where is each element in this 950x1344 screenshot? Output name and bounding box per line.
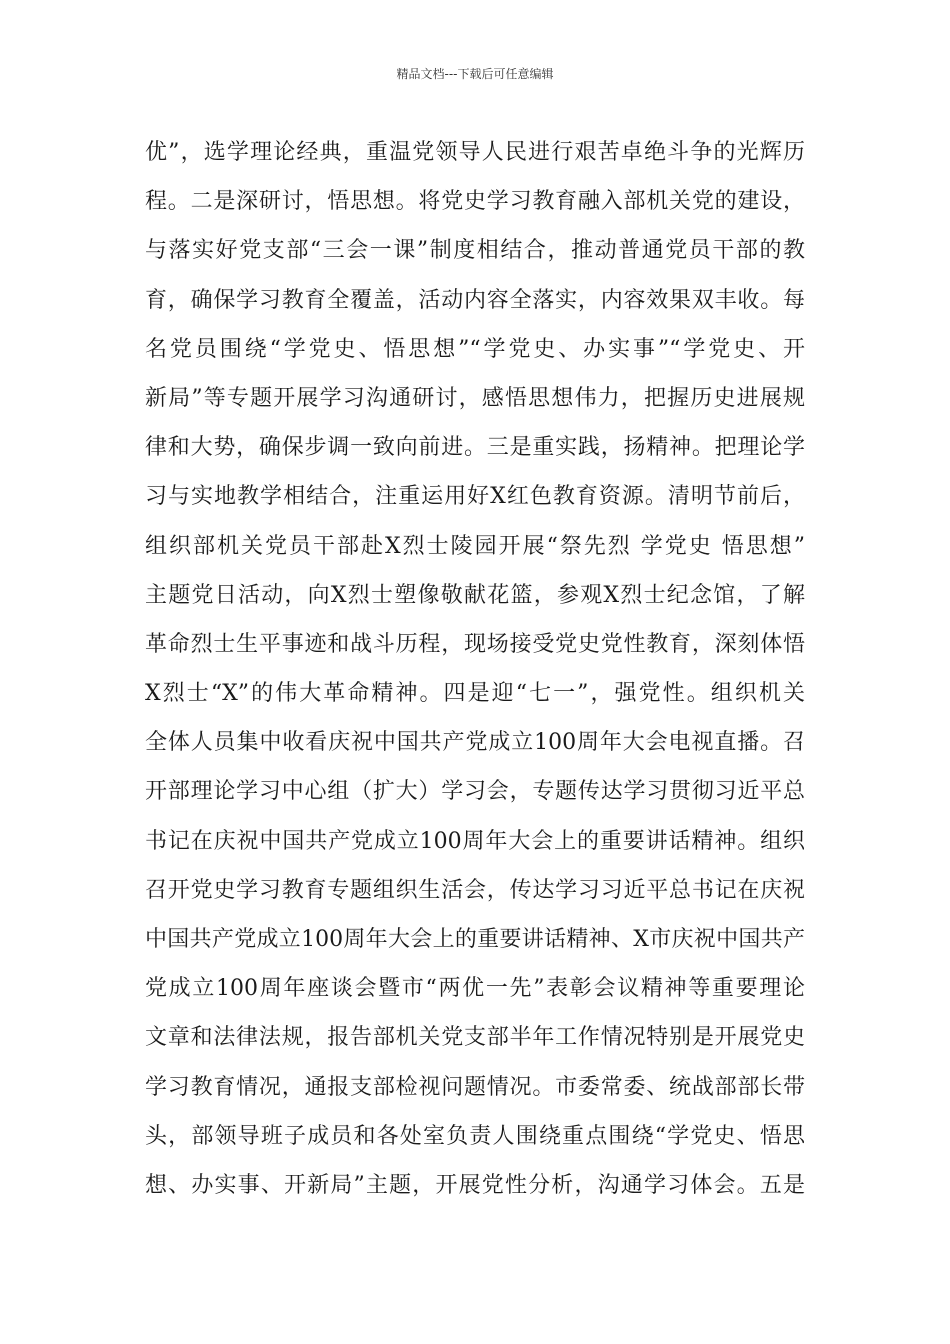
text-line: 开部理论学习中心组（扩大）学习会，专题传达学习贯彻习近平总 — [145, 779, 805, 805]
text-line: 想、办实事、开新局”主题，开展党性分析，沟通学习体会。五是 — [145, 1172, 805, 1198]
text-line: 新局”等专题开展学习沟通研讨，感悟思想伟力，把握历史进展规 — [145, 385, 805, 411]
text-line: 召开党史学习教育专题组织生活会，传达学习习近平总书记在庆祝 — [145, 877, 805, 903]
page-header: 精品文档---下载后可任意编辑 — [396, 67, 554, 81]
text-line: 党成立100周年座谈会暨市“两优一先”表彰会议精神等重要理论 — [145, 976, 805, 1002]
text-line: 名党员围绕“学党史、悟思想”“学党史、办实事”“学党史、开 — [145, 336, 805, 362]
text-line: 学习教育情况，通报支部检视问题情况。市委常委、统战部部长带 — [145, 1074, 805, 1100]
text-line: 革命烈士生平事迹和战斗历程，现场接受党史党性教育，深刻体悟 — [145, 631, 805, 657]
text-line: 习与实地教学相结合，注重运用好X红色教育资源。清明节前后， — [145, 484, 805, 510]
text-line: 组织部机关党员干部赴X烈士陵园开展“祭先烈 学党史 悟思想” — [145, 533, 805, 559]
text-line: 头，部领导班子成员和各处室负责人围绕重点围绕“学党史、悟思 — [145, 1123, 805, 1149]
text-line: 程。二是深研讨，悟思想。将党史学习教育融入部机关党的建设， — [145, 189, 805, 215]
text-line: 全体人员集中收看庆祝中国共产党成立100周年大会电视直播。召 — [145, 730, 805, 756]
text-line: 中国共产党成立100周年大会上的重要讲话精神、X市庆祝中国共产 — [145, 927, 805, 952]
text-line: 律和大势，确保步调一致向前进。三是重实践，扬精神。把理论学 — [145, 435, 805, 461]
text-line: 文章和法律法规，报告部机关党支部半年工作情况特别是开展党史 — [145, 1025, 805, 1051]
body-paragraph — [145, 128, 805, 1210]
text-line: 与落实好党支部“三会一课”制度相结合，推动普通党员干部的教 — [145, 238, 805, 264]
text-line: 育，确保学习教育全覆盖，活动内容全落实，内容效果双丰收。每 — [145, 287, 805, 313]
text-line: 优”，选学理论经典，重温党领导人民进行艰苦卓绝斗争的光辉历 — [145, 140, 805, 165]
text-line: 主题党日活动，向X烈士塑像敬献花篮，参观X烈士纪念馆，了解 — [145, 582, 805, 608]
text-line: X烈士“X”的伟大革命精神。四是迎“七一”，强党性。组织机关 — [145, 681, 805, 707]
text-line: 书记在庆祝中国共产党成立100周年大会上的重要讲话精神。组织 — [145, 828, 805, 854]
